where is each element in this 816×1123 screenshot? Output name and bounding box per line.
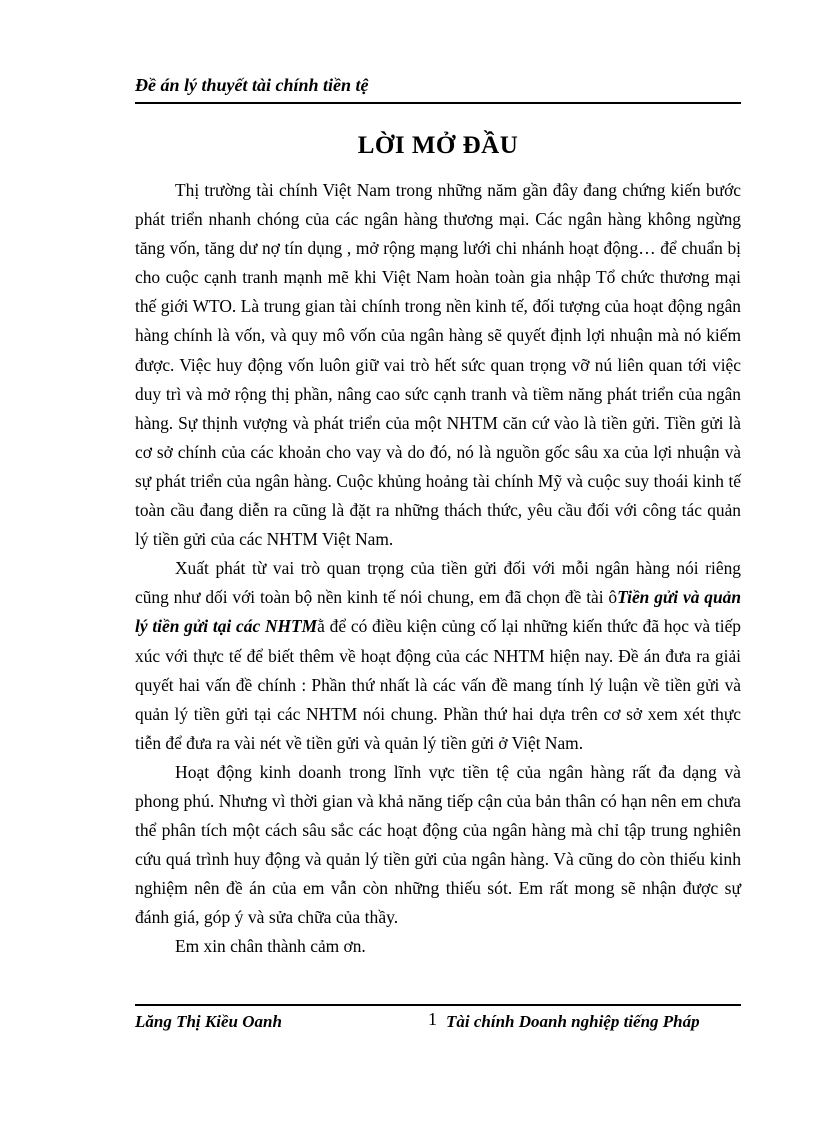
page-number: 1 [428, 1009, 437, 1029]
page-title: LỜI MỞ ĐẦU [357, 132, 519, 159]
footer-author: Lăng Thị Kiều Oanh [135, 1012, 282, 1031]
footer-divider [135, 1004, 741, 1006]
paragraph-1: Thị trường tài chính Việt Nam trong những năm gần đây đang chứng kiến bước phát triển nhanh chóng của các ngân hàng thương mại. Các ngân hàng không ngừng tăng vốn, tăng dư nợ tín dụng , mở rộng mạng lưới chi nhánh hoạt động… để chuẩn bị cho cuộc cạnh tranh mạnh mẽ khi Việt Nam hoàn toàn gia nhập Tổ chức thương mại thế giới WTO. Là trung gian tài chính trong nền kinh tế, đối tượng của hoạt động ngân hàng chính là vốn, và quy mô vốn của ngân hàng sẽ quyết định lợi nhuận mà nó kiếm được. Việc huy động vốn luôn giữ vai trò hết sức quan trọng vỡ nú liên quan tới việc duy trì và mở rộng thị phần, nâng cao sức cạnh tranh và tiềm năng phát triển của ngân hàng. Sự thịnh vượng và phát triển của một NHTM căn cứ vào là tiền gửi. Tiền gửi là cơ sở chính của các khoản cho vay và do đó, nó là nguồn gốc sâu xa của lợi nhuận và sự phát triển của ngân hàng. Cuộc khủng hoảng tài chính Mỹ và cuộc suy thoái kinh tế toàn cầu đang diễn ra cũng là đặt ra những thách thức, yêu cầu đối với công tác quản lý tiền gửi của các NHTM Việt Nam. [135, 180, 741, 550]
header-divider [135, 102, 741, 104]
paragraph-4: Em xin chân thành cảm ơn. [175, 935, 366, 956]
paragraph-3: Hoạt động kinh doanh trong lĩnh vực tiền tệ của ngân hàng rất đa dạng và phong phú. Nhưng vì thời gian và khả năng tiếp cận của bản thân có hạn nên em chưa thể phân tích một cách sâu sắc các hoạt động của ngân hàng mà chỉ tập trung nghiên cứu quá trình huy động và quản lý tiền gửi của ngân hàng. Và cũng do còn thiếu kinh nghiệm nên đề án của em vẫn còn những thiếu sót. Em rất mong sẽ nhận được sự đánh giá, góp ý và sửa chữa của thầy. [135, 761, 741, 927]
paragraph-2 [135, 554, 741, 758]
document-body [135, 176, 741, 961]
paragraph-2-rest: ằ để có điều kiện củng cố lại những kiến thức đã học và tiếp xúc với thực tế để biết thêm về hoạt động của các NHTM hiện nay. Đề án đưa ra giải quyết hai vấn đề chính : Phần thứ nhất là các vấn đề mang tính lý luận về tiền gửi và quản lý tiền gửi tại các NHTM nói chung. Phần thứ hai dựa trên cơ sở xem xét thực tiễn để đưa ra vài nét về tiền gửi và quản lý tiền gửi ở Việt Nam. [135, 616, 741, 753]
running-header-title: Đề án lý thuyết tài chính tiền tệ [135, 75, 369, 95]
footer-class-name: Tài chính Doanh nghiệp tiếng Pháp [446, 1012, 700, 1031]
paragraph-2-intro: Xuất phát từ vai trò quan trọng của tiền gửi đối với mỗi ngân hàng nói riêng cũng như dối với toàn bộ nền kinh tế nói chung, em đã chọn đề tài ô [135, 558, 741, 608]
thesis-topic: Tiền gửi và quản lý tiền gửi tại các NHTM [135, 587, 741, 637]
